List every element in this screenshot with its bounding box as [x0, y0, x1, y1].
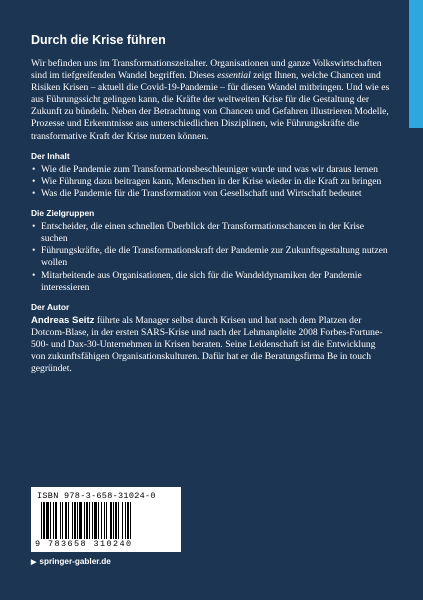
barcode-bar — [68, 502, 69, 542]
author-bio: führte als Manager selbst durch Krisen und hat nach dem Platzen der Dotcom-Blase, in der ersten SARS-Krise und nach der Lehmanpleite 2008 Forbes-Fortune- 500- und Dax-30-Unternehmen in Krisen beraten. Seine Leidenschaft ist die Entwicklung von zukunftsfähigen Organisationskulturen. Dafür hat er die Beratungsfirma Be in touch gegründet. — [31, 314, 383, 375]
barcode-bar — [53, 502, 54, 542]
barcode-bar — [92, 502, 93, 542]
intro-text-before: Wir befinden uns im Transformationszeitalter. Organisationen und ganze Volkswirtschaften sind im tiefgreifenden Wandel begriffen. Dieses — [31, 58, 382, 82]
autor-heading: Der Autor — [31, 301, 70, 312]
barcode-bar — [50, 502, 51, 542]
barcode-bar — [122, 502, 123, 542]
publisher-link[interactable] — [31, 557, 111, 566]
barcode-digits: 9 783658 310240 — [35, 539, 177, 550]
barcode-bar — [46, 502, 49, 542]
list-item: • Mitarbeitende aus Organisationen, die sich für die Wandeldynamiken der Pandemie interessieren — [31, 270, 391, 294]
barcode-bar — [43, 502, 45, 542]
barcode-bar — [79, 502, 82, 542]
barcode-bar — [55, 502, 57, 542]
barcode-bar — [41, 502, 42, 542]
barcode-bar — [89, 502, 90, 542]
barcode-bar — [127, 502, 129, 542]
barcode-bar — [130, 502, 131, 542]
list-item: • Wie die Pandemie zum Transformationsbeschleuniger wurde und was wir daraus lernen — [31, 164, 391, 176]
barcode-bar — [65, 502, 67, 542]
barcode-bar — [74, 502, 76, 542]
autor-paragraph — [31, 315, 391, 375]
barcode-bar — [110, 502, 112, 542]
zielgruppen-list — [31, 221, 391, 294]
author-name: Andreas Seitz — [31, 314, 95, 326]
intro-paragraph — [31, 58, 391, 143]
back-cover-text — [31, 58, 391, 375]
inhalt-heading: Der Inhalt — [31, 150, 70, 161]
barcode-bar — [106, 502, 107, 542]
barcode-bar — [98, 502, 99, 542]
triangle-right-icon: ▶ — [31, 559, 37, 566]
barcode-bar — [77, 502, 78, 542]
barcode-bar — [84, 502, 85, 542]
list-item: • Entscheider, die einen schnellen Überblick der Transformationschancen in der Krise suchen — [31, 221, 391, 245]
barcode-bar — [60, 502, 61, 542]
barcode-bar — [115, 502, 117, 542]
barcode-bar — [118, 502, 119, 542]
isbn-barcode — [31, 487, 181, 552]
intro-essential-word: essential — [217, 70, 251, 82]
book-title: Durch die Krise führen — [31, 33, 166, 47]
barcode-bar — [101, 502, 102, 542]
list-item: • Was die Pandemie für die Transformation von Gesellschaft und Wirtschaft bedeutet — [31, 188, 391, 200]
isbn-label: ISBN 978-3-658-31024-0 — [37, 491, 156, 501]
barcode-bar — [113, 502, 114, 542]
list-item: • Wie Führung dazu beitragen kann, Menschen in der Krise wieder in die Kraft zu bringen — [31, 176, 391, 188]
intro-text-after: zeigt Ihnen, welche Chancen und Risiken Krisen – aktuell die Covid-19-Pandemie – für diesen Wandel mitbringen. Und wie es aus Führungssicht gelingen kann, die Kräfte der weltweiten Krise für die Gestaltung der Zukunft zu bündeln. Neben der Betrachtung von Chancen und Gefahren illustrieren Modelle, Prozesse und Erkenntnisse aus unterschiedlichen Disziplinen, wie Führungskräfte die transformative Kraft der Krise nutzen können. — [31, 70, 390, 142]
zielgruppen-heading: Die Zielgruppen — [31, 208, 95, 219]
inhalt-list — [31, 164, 391, 200]
barcode-bar — [125, 502, 126, 542]
publisher-url: springer-gabler.de — [39, 557, 111, 566]
barcode-bar — [62, 502, 63, 542]
barcode-bar — [72, 502, 73, 542]
barcode-bar — [94, 502, 97, 542]
barcode-bar — [86, 502, 88, 542]
accent-bar — [409, 0, 423, 128]
list-item: • Führungskräfte, die die Transformationskraft der Pandemie zur Zukunftsgestaltung nutzen wollen — [31, 245, 391, 269]
barcode-bar — [104, 502, 105, 542]
barcode-bars — [41, 502, 171, 542]
